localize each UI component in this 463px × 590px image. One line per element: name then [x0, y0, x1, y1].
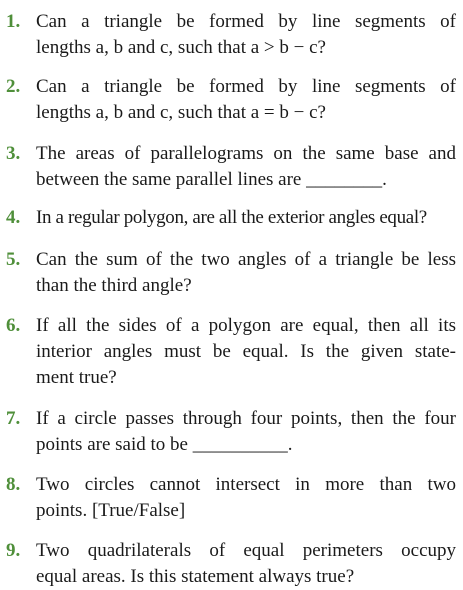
question-6 — [6, 313, 456, 391]
question-8 — [6, 472, 456, 524]
question-4 — [6, 205, 456, 231]
question-line: points. [True/False] — [36, 500, 186, 521]
question-2 — [6, 74, 456, 126]
question-line: Can the sum of the two angles of a triangle be less — [36, 249, 456, 270]
question-text — [36, 141, 456, 193]
question-text — [36, 74, 456, 126]
question-line: Can a triangle be formed by line segments of — [36, 76, 456, 97]
question-line: equal areas. Is this statement always true? — [36, 566, 355, 587]
question-text — [36, 472, 456, 524]
question-line: ment true? — [36, 367, 117, 388]
question-line: In a regular polygon, are all the exterior angles equal? — [36, 207, 427, 228]
question-number: 7. — [6, 408, 21, 429]
question-7 — [6, 406, 456, 458]
question-text — [36, 406, 456, 458]
question-number: 3. — [6, 143, 21, 164]
question-line: Two circles cannot intersect in more than two — [36, 474, 456, 495]
question-number: 4. — [6, 207, 21, 228]
question-1 — [6, 9, 456, 61]
question-line: interior angles must be equal. Is the given state- — [36, 341, 456, 362]
question-number: 5. — [6, 249, 21, 270]
question-line: The areas of parallelograms on the same base and — [36, 143, 456, 164]
question-line: If all the sides of a polygon are equal, then all its — [36, 315, 456, 336]
question-line: points are said to be __________. — [36, 434, 293, 455]
question-line: lengths a, b and c, such that a = b − c? — [36, 102, 326, 123]
question-line: If a circle passes through four points, then the four — [36, 408, 456, 429]
question-text — [36, 313, 456, 391]
question-5 — [6, 247, 456, 299]
question-number: 8. — [6, 474, 21, 495]
question-number: 2. — [6, 76, 21, 97]
question-line: between the same parallel lines are ________. — [36, 169, 387, 190]
question-9 — [6, 538, 456, 590]
question-line: lengths a, b and c, such that a > b − c? — [36, 37, 326, 58]
question-line: than the third angle? — [36, 275, 192, 296]
question-text — [36, 538, 456, 590]
question-number: 9. — [6, 540, 21, 561]
question-text — [36, 205, 456, 231]
question-number: 6. — [6, 315, 21, 336]
question-line: Two quadrilaterals of equal perimeters occupy — [36, 540, 456, 561]
question-line: Can a triangle be formed by line segments of — [36, 11, 456, 32]
question-text — [36, 247, 456, 299]
question-text — [36, 9, 456, 61]
question-3 — [6, 141, 456, 193]
question-number: 1. — [6, 11, 21, 32]
